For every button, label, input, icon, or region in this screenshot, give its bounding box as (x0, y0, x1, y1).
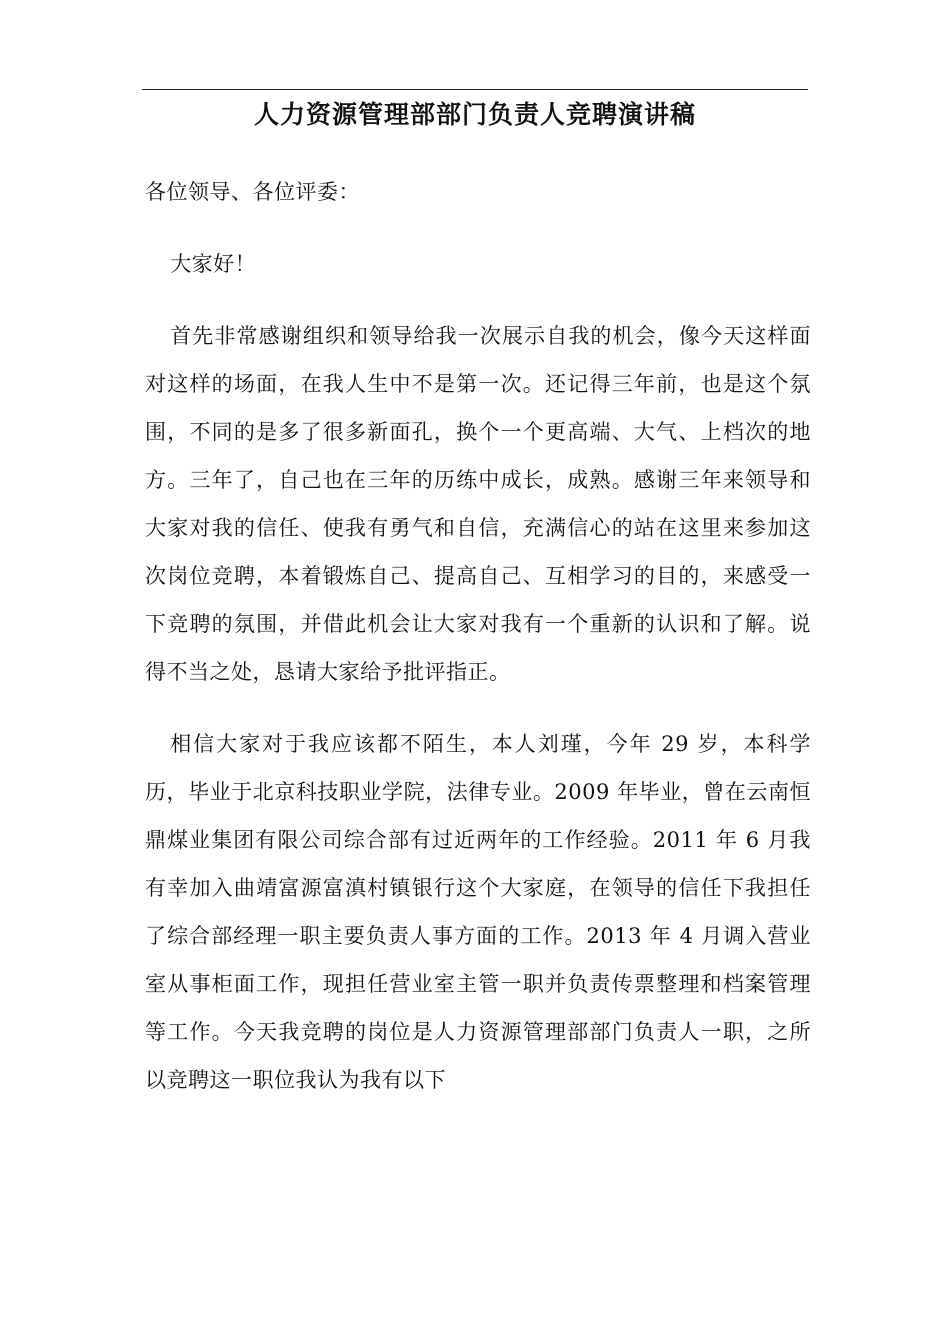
document-body (145, 168, 811, 1128)
header-rule (142, 89, 808, 90)
salutation: 各位领导、各位评委： (145, 180, 360, 204)
document-title: 人力资源管理部部门负责人竞聘演讲稿 (253, 100, 696, 129)
greeting: 大家好！ (170, 252, 257, 276)
paragraph: 首先非常感谢组织和领导给我一次展示自我的机会，像今天这样面对这样的场面，在我人生中不是第一次。还记得三年前，也是这个氛围，不同的是多了很多新面孔，换个一个更高端、大气、上档次的地方。三年了，自己也在三年的历练中成长，成熟。感谢三年来领导和大家对我的信任、使我有勇气和自信，充满信心的站在这里来参加这次岗位竞聘，本着锻炼自己、提高自己、互相学习的目的，来感受一下竞聘的氛围，并借此机会让大家对我有一个重新的认识和了解。说得不当之处，恳请大家给予批评指正。 (145, 324, 811, 684)
paragraph: 相信大家对于我应该都不陌生，本人刘瑾，今年 29 岁，本科学历，毕业于北京科技职业学院，法律专业。2009 年毕业，曾在云南恒鼎煤业集团有限公司综合部有过近两年的工作经验。2011 年 6 月我有幸加入曲靖富源富滇村镇银行这个大家庭，在领导的信任下我担任了综合部经理一职主要负责人事方面的工作。2013 年 4 月调入营业室从事柜面工作，现担任营业室主管一职并负责传票整理和档案管理等工作。今天我竞聘的岗位是人力资源管理部部门负责人一职，之所以竞聘这一职位我认为我有以下 (145, 732, 811, 1092)
